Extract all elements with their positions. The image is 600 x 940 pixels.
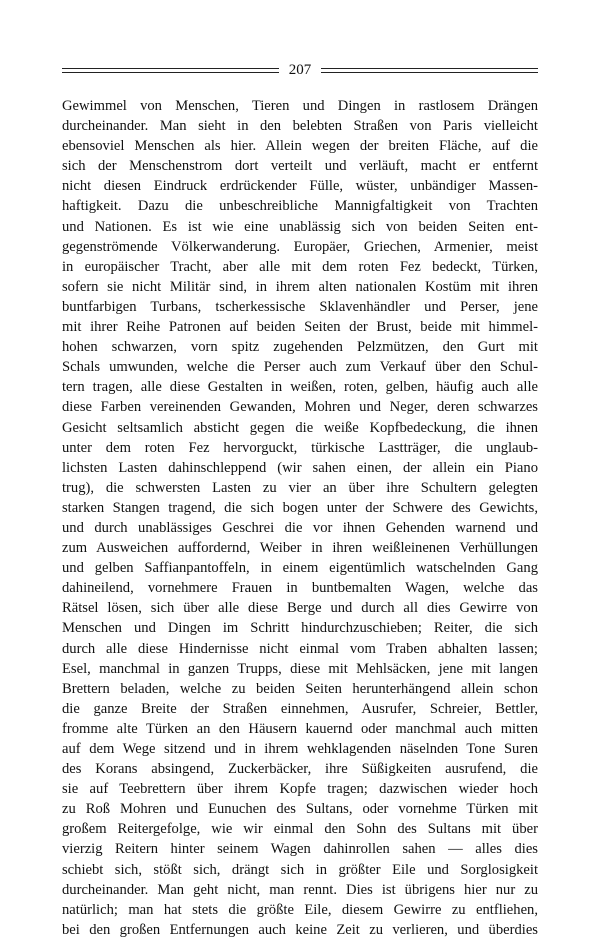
text-line: sich der Menschenstrom dort verteilt und verläuft, macht er entfernt bbox=[62, 158, 538, 175]
text-line: lichsten Lasten dahinschleppend (wir sahen einen, der allein ein Piano bbox=[62, 459, 538, 476]
text-line: in europäischer Tracht, aber alle mit dem roten Fez bedeckt, Türken, bbox=[62, 258, 538, 275]
text-line: Gewimmel von Menschen, Tieren und Dingen in rastlosem Drängen bbox=[62, 98, 538, 114]
text-line: schiebt sich, stößt sich, drängt sich in größter Eile und Sorglosigkeit bbox=[62, 861, 538, 878]
text-line: bei den großen Entfernungen auch keine Zeit zu verlieren, und überdies bbox=[62, 921, 538, 938]
text-line: trug), die schwersten Lasten zu vier an über ihre Schultern gelegten bbox=[62, 479, 538, 496]
text-line: haftigkeit. Dazu die unbeschreibliche Mannigfaltigkeit von Trachten bbox=[62, 198, 538, 215]
text-line: die ganze Breite der Straßen einnehmen, Ausrufer, Schreier, Bettler, bbox=[62, 700, 538, 717]
body-text bbox=[62, 96, 538, 940]
text-line: und durch unablässiges Geschrei die vor ihnen Gehenden warnend und bbox=[62, 519, 538, 536]
text-line: und Nationen. Es ist wie eine unablässig sich von beiden Seiten ent- bbox=[62, 218, 538, 235]
text-line: zum Ausweichen auffordernd, Weiber in ihren weißleinenen Verhüllungen bbox=[62, 540, 538, 557]
page-header bbox=[62, 60, 538, 80]
text-line: Brettern beladen, welche zu beiden Seiten herunterhängend allein schon bbox=[62, 680, 538, 697]
text-line: des Korans absingend, Zuckerbäcker, ihre Süßigkeiten ausrufend, die bbox=[62, 761, 538, 778]
text-line: gegenströmende Völkerwanderung. Europäer, Griechen, Armenier, meist bbox=[62, 238, 538, 255]
page-number: 207 bbox=[288, 62, 312, 78]
text-line: Menschen und Dingen im Schritt hindurchzuschieben; Reiter, die sich bbox=[62, 620, 538, 637]
text-line: sofern sie nicht Militär sind, in ihrem alten nationalen Kostüm mit ihren bbox=[62, 278, 538, 295]
text-line: durcheinander. Man geht nicht, man rennt. Dies ist übrigens hier nur zu bbox=[62, 881, 538, 898]
header-rule-right bbox=[321, 68, 538, 73]
text-line: buntfarbigen Turbans, tscherkessische Sklavenhändler und Perser, jene bbox=[62, 298, 538, 315]
text-line: starken Stangen tragend, die sich bogen unter der Schwere des Gewichts, bbox=[62, 499, 538, 516]
text-line: fromme alte Türken an den Häusern kauernd oder manchmal auch mitten bbox=[62, 720, 538, 737]
text-line: durcheinander. Man sieht in den belebten Straßen von Paris vielleicht bbox=[62, 118, 538, 135]
text-line: mit ihrer Reihe Patronen auf beiden Seiten der Brust, beide mit himmel- bbox=[62, 319, 538, 336]
text-line: und gelben Saffianpantoffeln, in einem eigentümlich watschelnden Gang bbox=[62, 560, 538, 577]
text-line: Rätsel lösen, sich über alle diese Berge und durch all dies Gewirre von bbox=[62, 600, 538, 617]
text-line: ebensoviel Menschen als hier. Allein wegen der breiten Fläche, auf die bbox=[62, 138, 538, 155]
text-line: nicht diesen Eindruck erdrückender Fülle, wüster, unbändiger Massen- bbox=[62, 178, 538, 195]
text-line: zu Roß Mohren und Eunuchen des Sultans, oder vornehme Türken mit bbox=[62, 801, 538, 818]
text-line: sie auf Teebrettern über ihrem Kopfe tragen; dazwischen wieder hoch bbox=[62, 781, 538, 798]
text-line: Esel, manchmal in ganzen Trupps, diese mit Mehlsäcken, jene mit langen bbox=[62, 660, 538, 677]
text-line: unter dem roten Fez hervorguckt, türkische Lastträger, die unglaub- bbox=[62, 439, 538, 456]
text-line: vierzig Reitern hinter seinem Wagen dahinrollen sahen — alles dies bbox=[62, 841, 538, 858]
text-line: tern tragen, alle diese Gestalten in weißen, roten, gelben, häufig auch alle bbox=[62, 379, 538, 396]
text-line: großem Reitergefolge, wie wir einmal den Sohn des Sultans mit über bbox=[62, 821, 538, 838]
text-line: diese Farben vereinenden Gewanden, Mohren und Neger, deren schwarzes bbox=[62, 399, 538, 416]
text-line: Gesicht seltsamlich absticht gegen die weiße Kopfbedeckung, die ihnen bbox=[62, 419, 538, 436]
text-line: auf dem Wege sitzend und in ihrem wehklagenden näselnden Tone Suren bbox=[62, 741, 538, 757]
header-rule-left bbox=[62, 68, 279, 73]
text-line: hohen schwarzen, vorn spitz zugehenden Pelzmützen, den Gurt mit bbox=[62, 339, 538, 356]
text-line: natürlich; man hat stets die größte Eile, diesem Gewirre zu entfliehen, bbox=[62, 901, 538, 918]
text-line: durch alle diese Hindernisse nicht einmal vom Traben abhalten lassen; bbox=[62, 640, 538, 657]
text-line: Schals umwunden, welche die Perser auch zum Verkauf über den Schul- bbox=[62, 359, 538, 376]
text-line: dahineilend, vornehmere Frauen in buntbemalten Wagen, welche das bbox=[62, 580, 538, 597]
